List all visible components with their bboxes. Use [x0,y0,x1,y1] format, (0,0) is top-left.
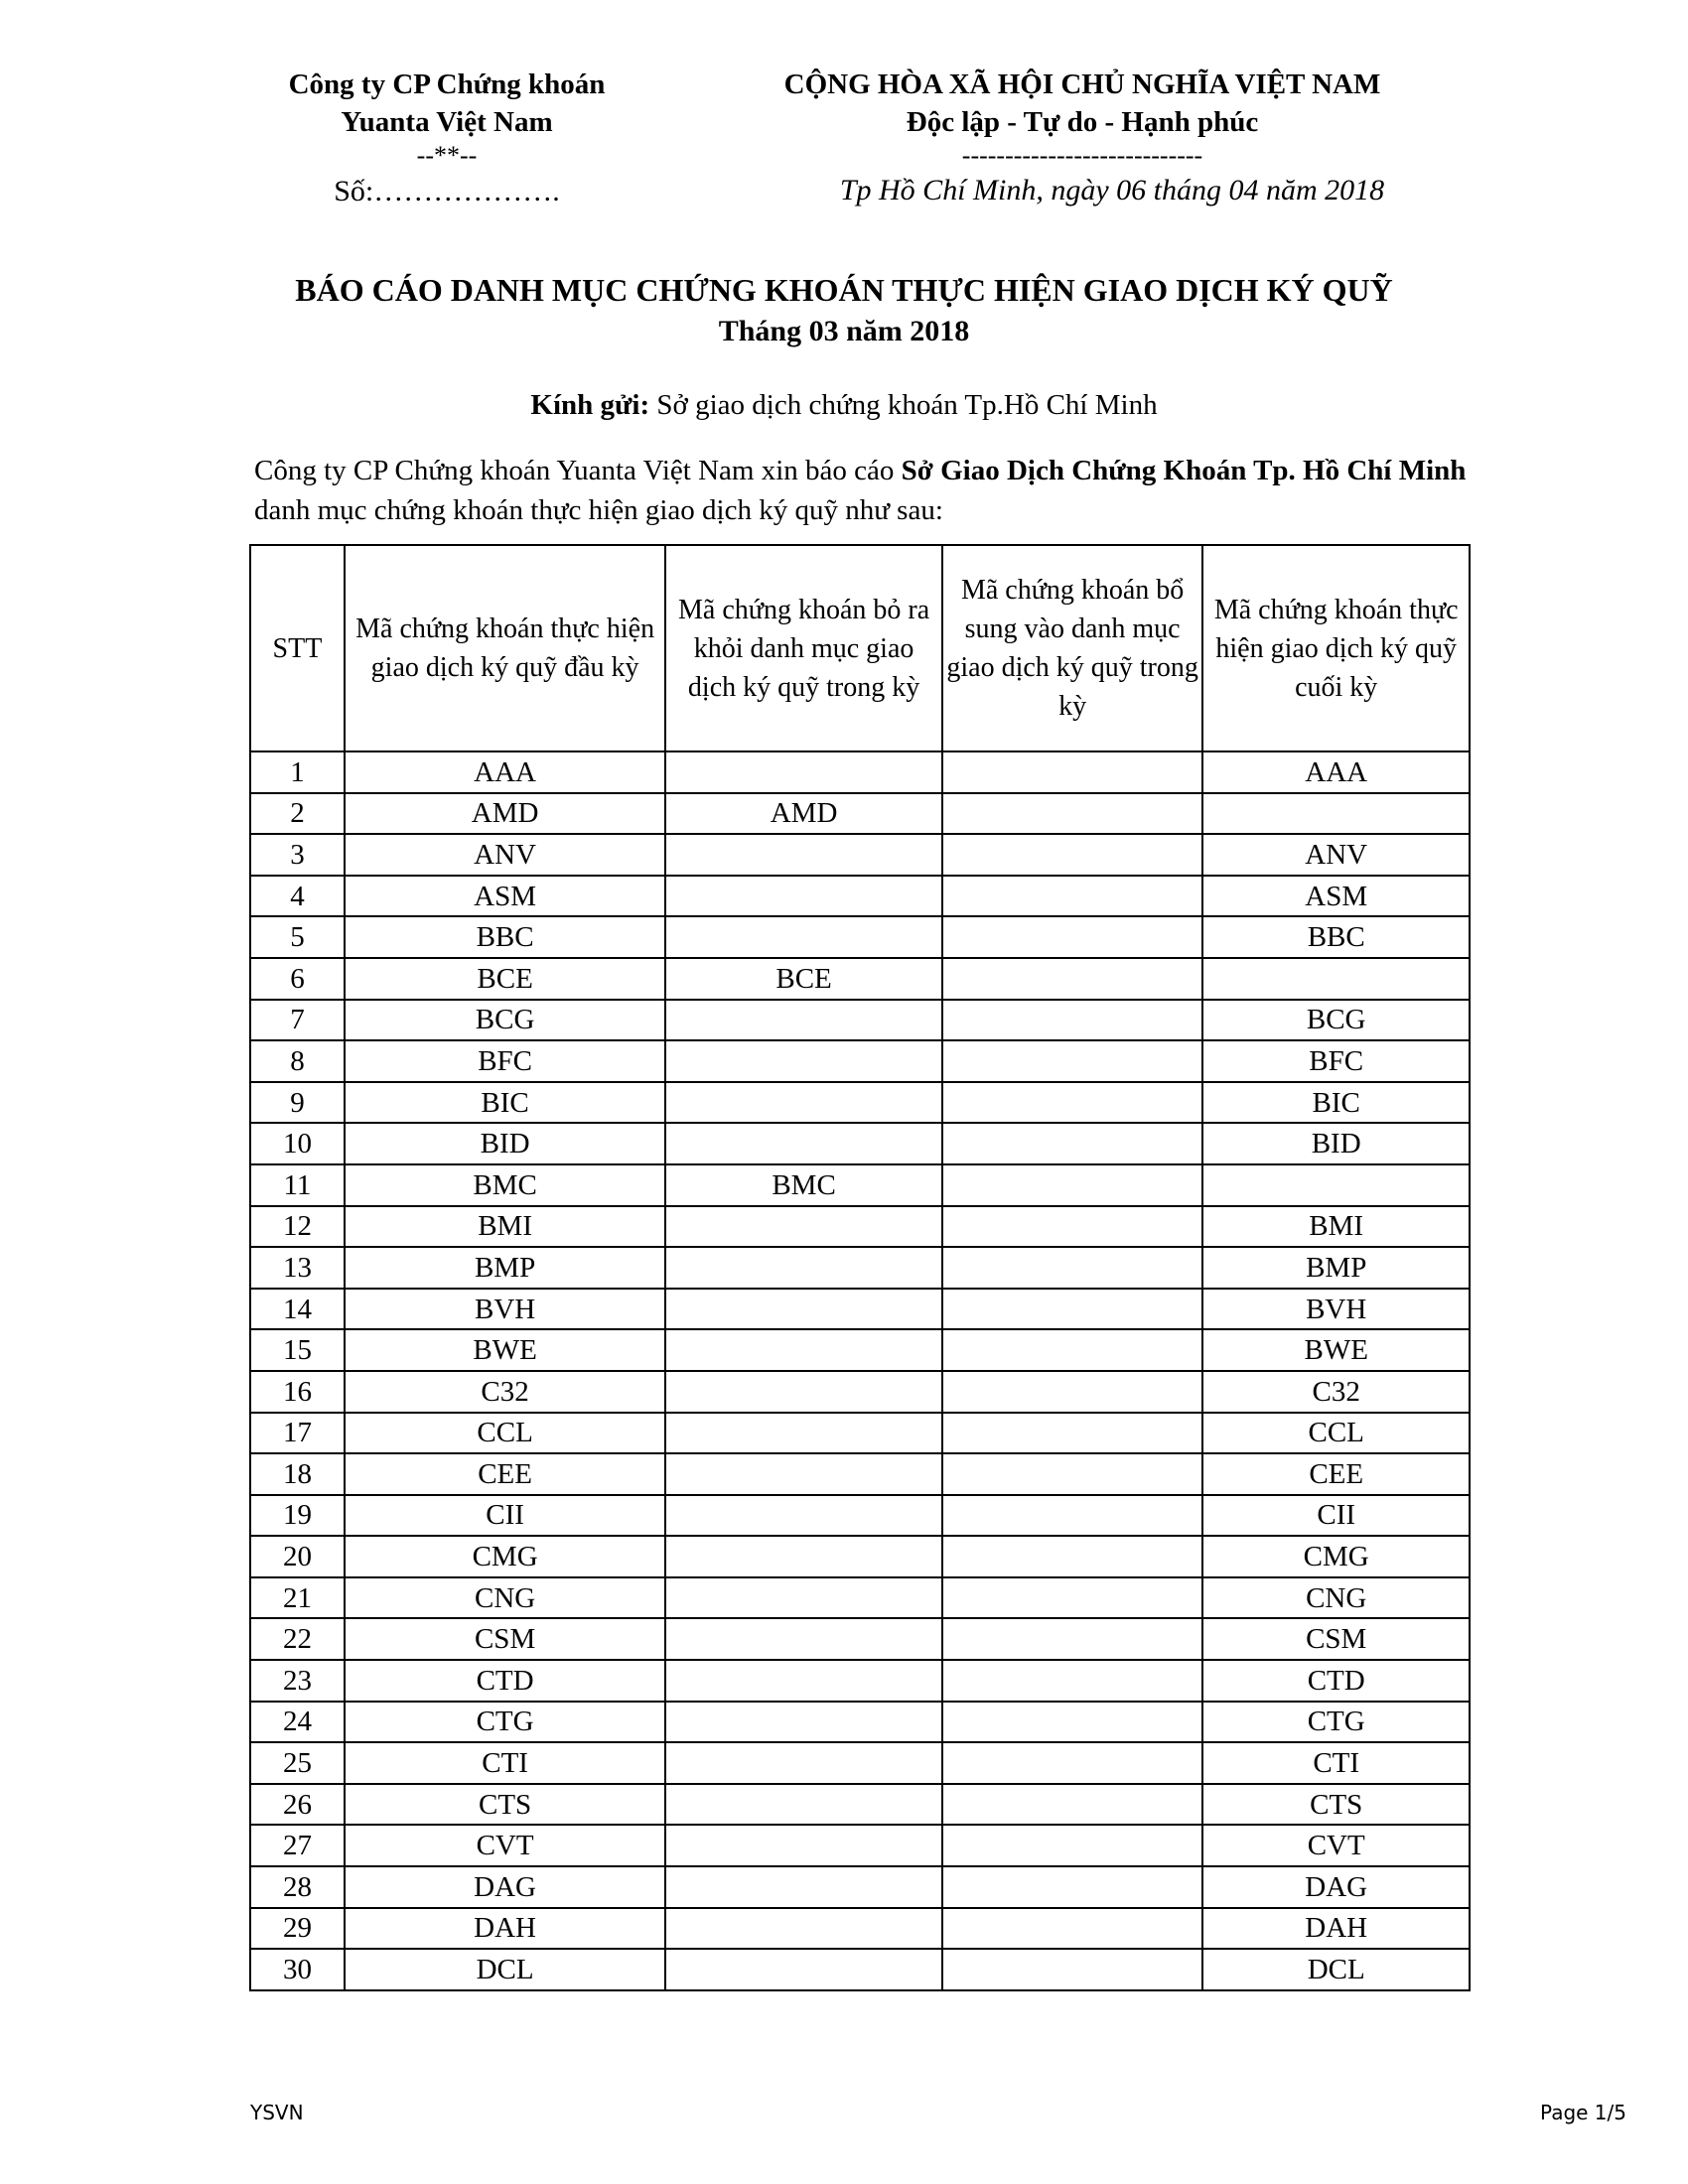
cell-opening: CII [345,1495,665,1537]
place-date: Tp Hồ Chí Minh, ngày 06 tháng 04 năm 2018 [839,174,1385,206]
table-row [250,1536,1470,1577]
cell-opening: BFC [345,1040,665,1082]
column-header-stt: STT [250,545,345,751]
cell-stt: 11 [250,1164,345,1206]
cell-added [942,1618,1203,1660]
table-row [250,1164,1470,1206]
table-row [250,1000,1470,1041]
cell-closing: BCG [1202,1000,1470,1041]
table-header-row [250,545,1470,751]
cell-removed [665,1949,942,1990]
cell-closing: CTD [1202,1660,1470,1702]
cell-stt: 21 [250,1577,345,1619]
cell-closing: CTS [1202,1784,1470,1826]
cell-closing: CTI [1202,1742,1470,1784]
cell-removed [665,1618,942,1660]
table-row [250,1040,1470,1082]
cell-removed: BMC [665,1164,942,1206]
cell-added [942,1825,1203,1866]
cell-closing: ANV [1202,834,1470,876]
table-row [250,1495,1470,1537]
table-row [250,1618,1470,1660]
cell-opening: BBC [345,916,665,958]
table-row [250,958,1470,1000]
cell-closing: CTG [1202,1702,1470,1743]
table-row [250,834,1470,876]
table-row [250,1784,1470,1826]
cell-added [942,1289,1203,1330]
cell-opening: BMI [345,1206,665,1248]
table-row [250,1660,1470,1702]
cell-removed [665,751,942,793]
column-header-removed: Mã chứng khoán bỏ ra khỏi danh mục giao dịch ký quỹ trong kỳ [665,545,942,751]
table-row [250,1866,1470,1908]
table-row [250,1825,1470,1866]
cell-stt: 22 [250,1618,345,1660]
cell-opening: DAG [345,1866,665,1908]
cell-stt: 20 [250,1536,345,1577]
cell-removed [665,1040,942,1082]
cell-added [942,958,1203,1000]
cell-removed [665,834,942,876]
cell-removed [665,1329,942,1371]
cell-opening: ANV [345,834,665,876]
cell-added [942,1536,1203,1577]
cell-opening: DCL [345,1949,665,1990]
cell-removed [665,1371,942,1413]
cell-added [942,1908,1203,1950]
cell-closing: BFC [1202,1040,1470,1082]
cell-added [942,751,1203,793]
nation-motto-line2: Độc lập - Tự do - Hạnh phúc [906,106,1259,138]
cell-opening: BMP [345,1247,665,1289]
cell-closing: BVH [1202,1289,1470,1330]
cell-opening: BWE [345,1329,665,1371]
table-row [250,1453,1470,1495]
table-row [250,793,1470,835]
cell-closing: C32 [1202,1371,1470,1413]
cell-stt: 19 [250,1495,345,1537]
cell-added [942,1082,1203,1124]
cell-removed [665,1536,942,1577]
cell-added [942,1784,1203,1826]
cell-opening: CTG [345,1702,665,1743]
cell-stt: 27 [250,1825,345,1866]
cell-opening: ASM [345,876,665,917]
cell-closing: CVT [1202,1825,1470,1866]
cell-added [942,1164,1203,1206]
cell-added [942,1000,1203,1041]
cell-opening: CNG [345,1577,665,1619]
cell-stt: 10 [250,1123,345,1164]
cell-removed [665,1908,942,1950]
cell-closing: DCL [1202,1949,1470,1990]
table-row [250,1123,1470,1164]
table-row [250,1702,1470,1743]
recipient-value: Sở giao dịch chứng khoán Tp.Hồ Chí Minh [649,389,1158,421]
cell-closing: BMI [1202,1206,1470,1248]
cell-closing [1202,1164,1470,1206]
cell-added [942,1949,1203,1990]
cell-closing: BID [1202,1123,1470,1164]
table-row [250,1206,1470,1248]
cell-opening: CTD [345,1660,665,1702]
company-name-line1: Công ty CP Chứng khoán [288,68,606,100]
cell-added [942,1247,1203,1289]
cell-stt: 29 [250,1908,345,1950]
cell-opening: DAH [345,1908,665,1950]
cell-opening: CSM [345,1618,665,1660]
cell-removed: BCE [665,958,942,1000]
cell-opening: C32 [345,1371,665,1413]
cell-stt: 8 [250,1040,345,1082]
cell-stt: 6 [250,958,345,1000]
cell-added [942,834,1203,876]
cell-stt: 24 [250,1702,345,1743]
cell-closing: CEE [1202,1453,1470,1495]
cell-stt: 15 [250,1329,345,1371]
cell-closing: CII [1202,1495,1470,1537]
cell-opening: BCG [345,1000,665,1041]
table-row [250,1082,1470,1124]
cell-opening: BIC [345,1082,665,1124]
cell-stt: 18 [250,1453,345,1495]
cell-removed [665,1495,942,1537]
table-row [250,1289,1470,1330]
cell-added [942,1123,1203,1164]
cell-removed [665,1825,942,1866]
cell-opening: BMC [345,1164,665,1206]
cell-opening: CCL [345,1413,665,1454]
cell-stt: 23 [250,1660,345,1702]
cell-closing: BBC [1202,916,1470,958]
cell-opening: AAA [345,751,665,793]
nation-header [715,66,1450,210]
cell-stt: 13 [250,1247,345,1289]
cell-stt: 9 [250,1082,345,1124]
company-name-line2: Yuanta Việt Nam [341,106,553,138]
cell-stt: 26 [250,1784,345,1826]
cell-removed [665,876,942,917]
table-body [250,751,1470,1990]
cell-closing: AAA [1202,751,1470,793]
cell-closing [1202,958,1470,1000]
nation-separator: ---------------------------- [961,141,1203,170]
cell-removed [665,916,942,958]
table-row [250,1908,1470,1950]
cell-removed [665,1784,942,1826]
cell-closing: BIC [1202,1082,1470,1124]
cell-stt: 25 [250,1742,345,1784]
cell-stt: 17 [250,1413,345,1454]
cell-closing: BMP [1202,1247,1470,1289]
company-header [253,66,640,212]
cell-removed [665,1742,942,1784]
cell-opening: BVH [345,1289,665,1330]
cell-removed [665,1413,942,1454]
cell-added [942,1040,1203,1082]
cell-added [942,1702,1203,1743]
document-number: Số:………………. [334,175,560,207]
report-title: BÁO CÁO DANH MỤC CHỨNG KHOÁN THỰC HIỆN GIAO DỊCH KÝ QUỸ [295,272,1393,308]
column-header-added: Mã chứng khoán bổ sung vào danh mục giao dịch ký quỹ trong kỳ [942,545,1203,751]
table-row [250,1247,1470,1289]
cell-removed [665,1866,942,1908]
cell-opening: CTI [345,1742,665,1784]
table-row [250,1949,1470,1990]
cell-removed [665,1453,942,1495]
cell-opening: CVT [345,1825,665,1866]
table-row [250,1371,1470,1413]
cell-added [942,1453,1203,1495]
cell-closing [1202,793,1470,835]
cell-closing: ASM [1202,876,1470,917]
cell-added [942,916,1203,958]
cell-added [942,876,1203,917]
cell-added [942,1866,1203,1908]
column-header-closing: Mã chứng khoán thực hiện giao dịch ký quỹ cuối kỳ [1202,545,1470,751]
cell-removed [665,1206,942,1248]
footer-company-code: YSVN [250,2101,304,2124]
report-period: Tháng 03 năm 2018 [718,315,970,347]
cell-closing: CSM [1202,1618,1470,1660]
cell-removed [665,1660,942,1702]
cell-removed [665,1000,942,1041]
column-header-opening: Mã chứng khoán thực hiện giao dịch ký quỹ đầu kỳ [345,545,665,751]
table-row [250,1413,1470,1454]
cell-removed [665,1577,942,1619]
cell-stt: 14 [250,1289,345,1330]
cell-added [942,1495,1203,1537]
table-row [250,1742,1470,1784]
cell-opening: CEE [345,1453,665,1495]
cell-stt: 30 [250,1949,345,1990]
cell-closing: CNG [1202,1577,1470,1619]
nation-motto-line1: CỘNG HÒA XÃ HỘI CHỦ NGHĨA VIỆT NAM [783,68,1381,100]
cell-opening: BID [345,1123,665,1164]
cell-stt: 12 [250,1206,345,1248]
cell-stt: 4 [250,876,345,917]
table-row [250,1577,1470,1619]
table-row [250,876,1470,917]
cell-opening: CTS [345,1784,665,1826]
cell-stt: 28 [250,1866,345,1908]
table-row [250,751,1470,793]
cell-added [942,1577,1203,1619]
cell-removed [665,1289,942,1330]
recipient-line [199,385,1489,425]
cell-stt: 3 [250,834,345,876]
cell-removed [665,1702,942,1743]
recipient-label: Kính gửi: [530,389,650,421]
cell-added [942,1329,1203,1371]
intro-text-2: danh mục chứng khoán thực hiện giao dịch ký quỹ như sau: [254,494,943,526]
intro-text-bold: Sở Giao Dịch Chứng Khoán Tp. Hồ Chí Minh [901,455,1467,486]
cell-opening: BCE [345,958,665,1000]
intro-text-1: Công ty CP Chứng khoán Yuanta Việt Nam xin báo cáo [254,455,902,486]
table-row [250,916,1470,958]
cell-stt: 5 [250,916,345,958]
company-separator: --**-- [416,141,478,170]
cell-added [942,1742,1203,1784]
cell-stt: 7 [250,1000,345,1041]
cell-added [942,1206,1203,1248]
margin-securities-table [249,544,1471,1991]
cell-opening: CMG [345,1536,665,1577]
cell-closing: CMG [1202,1536,1470,1577]
intro-paragraph [254,451,1476,530]
cell-stt: 16 [250,1371,345,1413]
cell-stt: 2 [250,793,345,835]
footer-page-number: Page 1/5 [1540,2101,1626,2124]
cell-added [942,1371,1203,1413]
cell-removed [665,1082,942,1124]
cell-removed [665,1247,942,1289]
cell-added [942,793,1203,835]
cell-stt: 1 [250,751,345,793]
cell-closing: CCL [1202,1413,1470,1454]
cell-added [942,1413,1203,1454]
cell-closing: BWE [1202,1329,1470,1371]
cell-added [942,1660,1203,1702]
cell-closing: DAG [1202,1866,1470,1908]
cell-opening: AMD [345,793,665,835]
cell-removed: AMD [665,793,942,835]
cell-removed [665,1123,942,1164]
table-row [250,1329,1470,1371]
cell-closing: DAH [1202,1908,1470,1950]
